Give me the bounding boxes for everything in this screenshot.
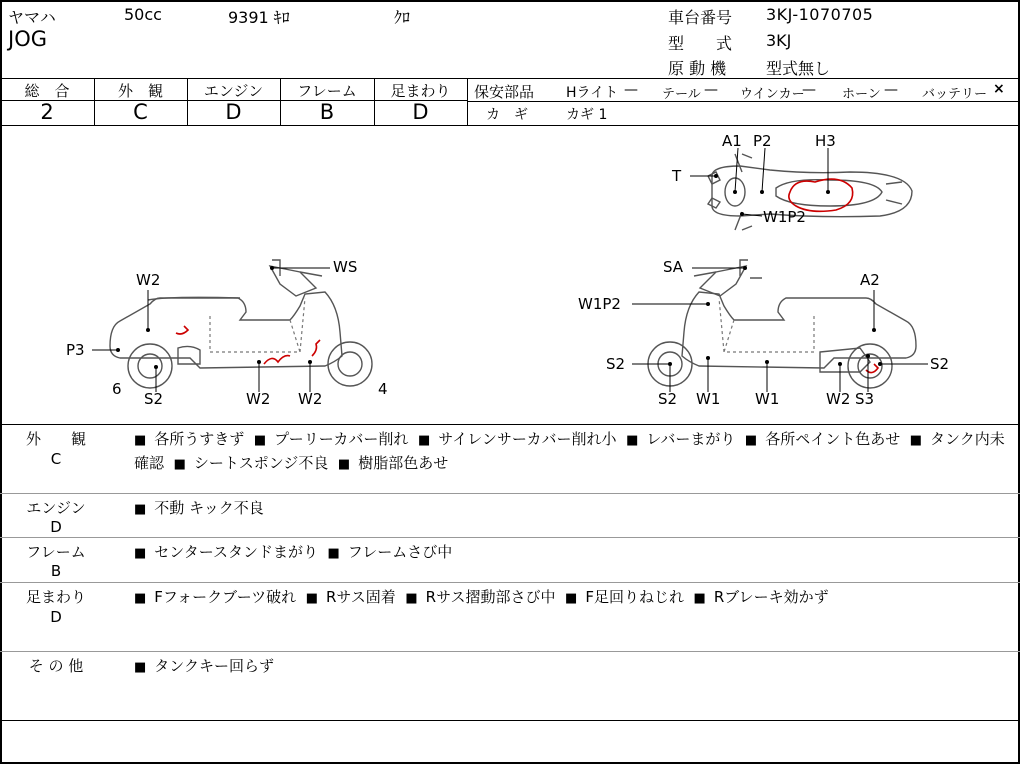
- label-s2-right-right: S2: [930, 355, 950, 373]
- label-t: T: [672, 167, 682, 185]
- type-value: 3KJ: [766, 31, 792, 50]
- label-w1p2-right: W1P2: [578, 295, 621, 313]
- section-grade-suspension: D: [50, 608, 62, 626]
- remark-item: ■ シートスポンジ不良: [174, 454, 329, 472]
- label-w1p2-top: W1P2: [763, 208, 806, 226]
- label-p2: P2: [753, 132, 772, 150]
- label-s3-right: S3: [855, 390, 875, 408]
- label-h3: H3: [815, 132, 836, 150]
- section-grade-frame: B: [50, 562, 62, 580]
- frame-grade: B: [319, 100, 335, 124]
- divider: [0, 582, 1020, 583]
- overall-grade-label: 総 合: [24, 82, 70, 100]
- remark-item: ■ Rブレーキ効かず: [694, 588, 829, 606]
- engine-type-label: 原 動 機: [668, 59, 727, 78]
- label-a1: A1: [722, 132, 742, 150]
- horn-label: ホーン: [842, 87, 881, 102]
- section-title-frame: フレーム: [26, 543, 86, 561]
- label-w2-left-b: W2: [298, 390, 323, 408]
- section-items-frame: [134, 541, 452, 562]
- engine-grade: D: [225, 100, 242, 124]
- left-side-scooter: [92, 260, 372, 392]
- remark-item: ■ 樹脂部色あせ: [338, 454, 448, 472]
- remark-item: ■ タンク内未確認: [134, 430, 1005, 472]
- color: ｸﾛ: [394, 8, 411, 27]
- horn-status: —: [884, 82, 898, 98]
- section-grade-exterior: C: [50, 450, 62, 468]
- label-w2-left-top: W2: [136, 271, 161, 289]
- divider: [0, 720, 1020, 721]
- divider: [0, 651, 1020, 652]
- remark-item: ■ 各所ペイント色あせ: [745, 430, 900, 448]
- frame-no: 3KJ-1070705: [766, 5, 874, 24]
- label-w2-right: W2: [826, 390, 851, 408]
- remark-item: ■ レバーまがり: [626, 430, 735, 448]
- label-6: 6: [112, 380, 122, 398]
- label-a2: A2: [860, 271, 880, 289]
- exterior-grade-label: 外 観: [117, 82, 163, 100]
- frame-no-label: 車台番号: [668, 8, 733, 27]
- remark-item: ■ 不動 キック不良: [134, 499, 264, 517]
- headlight-status: —: [624, 82, 638, 98]
- divider: [467, 78, 468, 125]
- exterior-grade: C: [133, 100, 148, 124]
- displacement: 50cc: [124, 5, 162, 24]
- label-ws: WS: [333, 258, 358, 276]
- remark-item: ■ サイレンサーカバー削れ小: [418, 430, 617, 448]
- section-title-exterior: 外 観: [25, 430, 86, 448]
- overall-grade: 2: [40, 100, 54, 124]
- winker-label: ウインカー: [740, 87, 805, 102]
- headlight-label: Hライト: [566, 85, 619, 101]
- damage-diagram: [0, 126, 1020, 424]
- label-s2-left: S2: [144, 390, 164, 408]
- section-title-other: そ の 他: [28, 657, 84, 675]
- remark-item: ■ センタースタンドまがり: [134, 543, 318, 561]
- section-items-exterior: [134, 428, 1014, 476]
- section-title-engine: エンジン: [26, 499, 86, 517]
- key-value: カギ 1: [566, 107, 608, 123]
- engine-grade-label: エンジン: [203, 82, 264, 100]
- divider: [0, 424, 1020, 425]
- suspension-grade-label: 足まわり: [390, 82, 451, 100]
- section-items-suspension: [134, 586, 829, 607]
- label-w1-right-a: W1: [696, 390, 721, 408]
- label-s2-right-left: S2: [606, 355, 626, 373]
- section-items-other: [134, 655, 274, 676]
- section-items-engine: [134, 497, 264, 518]
- type-label: 型 式: [668, 34, 733, 53]
- section-grade-engine: D: [50, 518, 62, 536]
- remark-item: ■ フレームさび中: [328, 543, 453, 561]
- label-p3: P3: [66, 341, 85, 359]
- label-sa: SA: [663, 258, 684, 276]
- maker: ヤマハ: [8, 8, 56, 27]
- remark-item: ■ タンクキー回らず: [134, 657, 274, 675]
- key-label: カ ギ: [486, 107, 528, 123]
- divider: [0, 537, 1020, 538]
- section-title-suspension: 足まわり: [25, 588, 86, 606]
- label-s2-right-bottom: S2: [658, 390, 678, 408]
- battery-label: バッテリー: [922, 87, 988, 102]
- divider: [0, 493, 1020, 494]
- label-w1-right-b: W1: [755, 390, 780, 408]
- remark-item: ■ Rサス摺動部さび中: [405, 588, 555, 606]
- mileage: 9391 ｷﾛ: [228, 8, 290, 27]
- safety-parts-label: 保安部品: [474, 83, 535, 101]
- label-4: 4: [378, 380, 388, 398]
- remark-item: ■ プーリーカバー削れ: [254, 430, 409, 448]
- remark-item: ■ 各所うすきず: [134, 430, 244, 448]
- remark-item: ■ Rサス固着: [306, 588, 396, 606]
- winker-status: —: [802, 82, 816, 98]
- divider: [0, 78, 1020, 79]
- remark-item: ■ Fフォークブーツ破れ: [134, 588, 296, 606]
- model-name: JOG: [8, 27, 47, 51]
- tail-label: テール: [662, 87, 701, 102]
- engine-type-value: 型式無し: [766, 59, 831, 78]
- suspension-grade: D: [412, 100, 429, 124]
- battery-status: ×: [993, 81, 1005, 97]
- label-w2-left-a: W2: [246, 390, 271, 408]
- remark-item: ■ F足回りねじれ: [565, 588, 684, 606]
- frame-grade-label: フレーム: [297, 82, 357, 100]
- right-side-scooter: [632, 260, 928, 392]
- tail-status: —: [704, 82, 718, 98]
